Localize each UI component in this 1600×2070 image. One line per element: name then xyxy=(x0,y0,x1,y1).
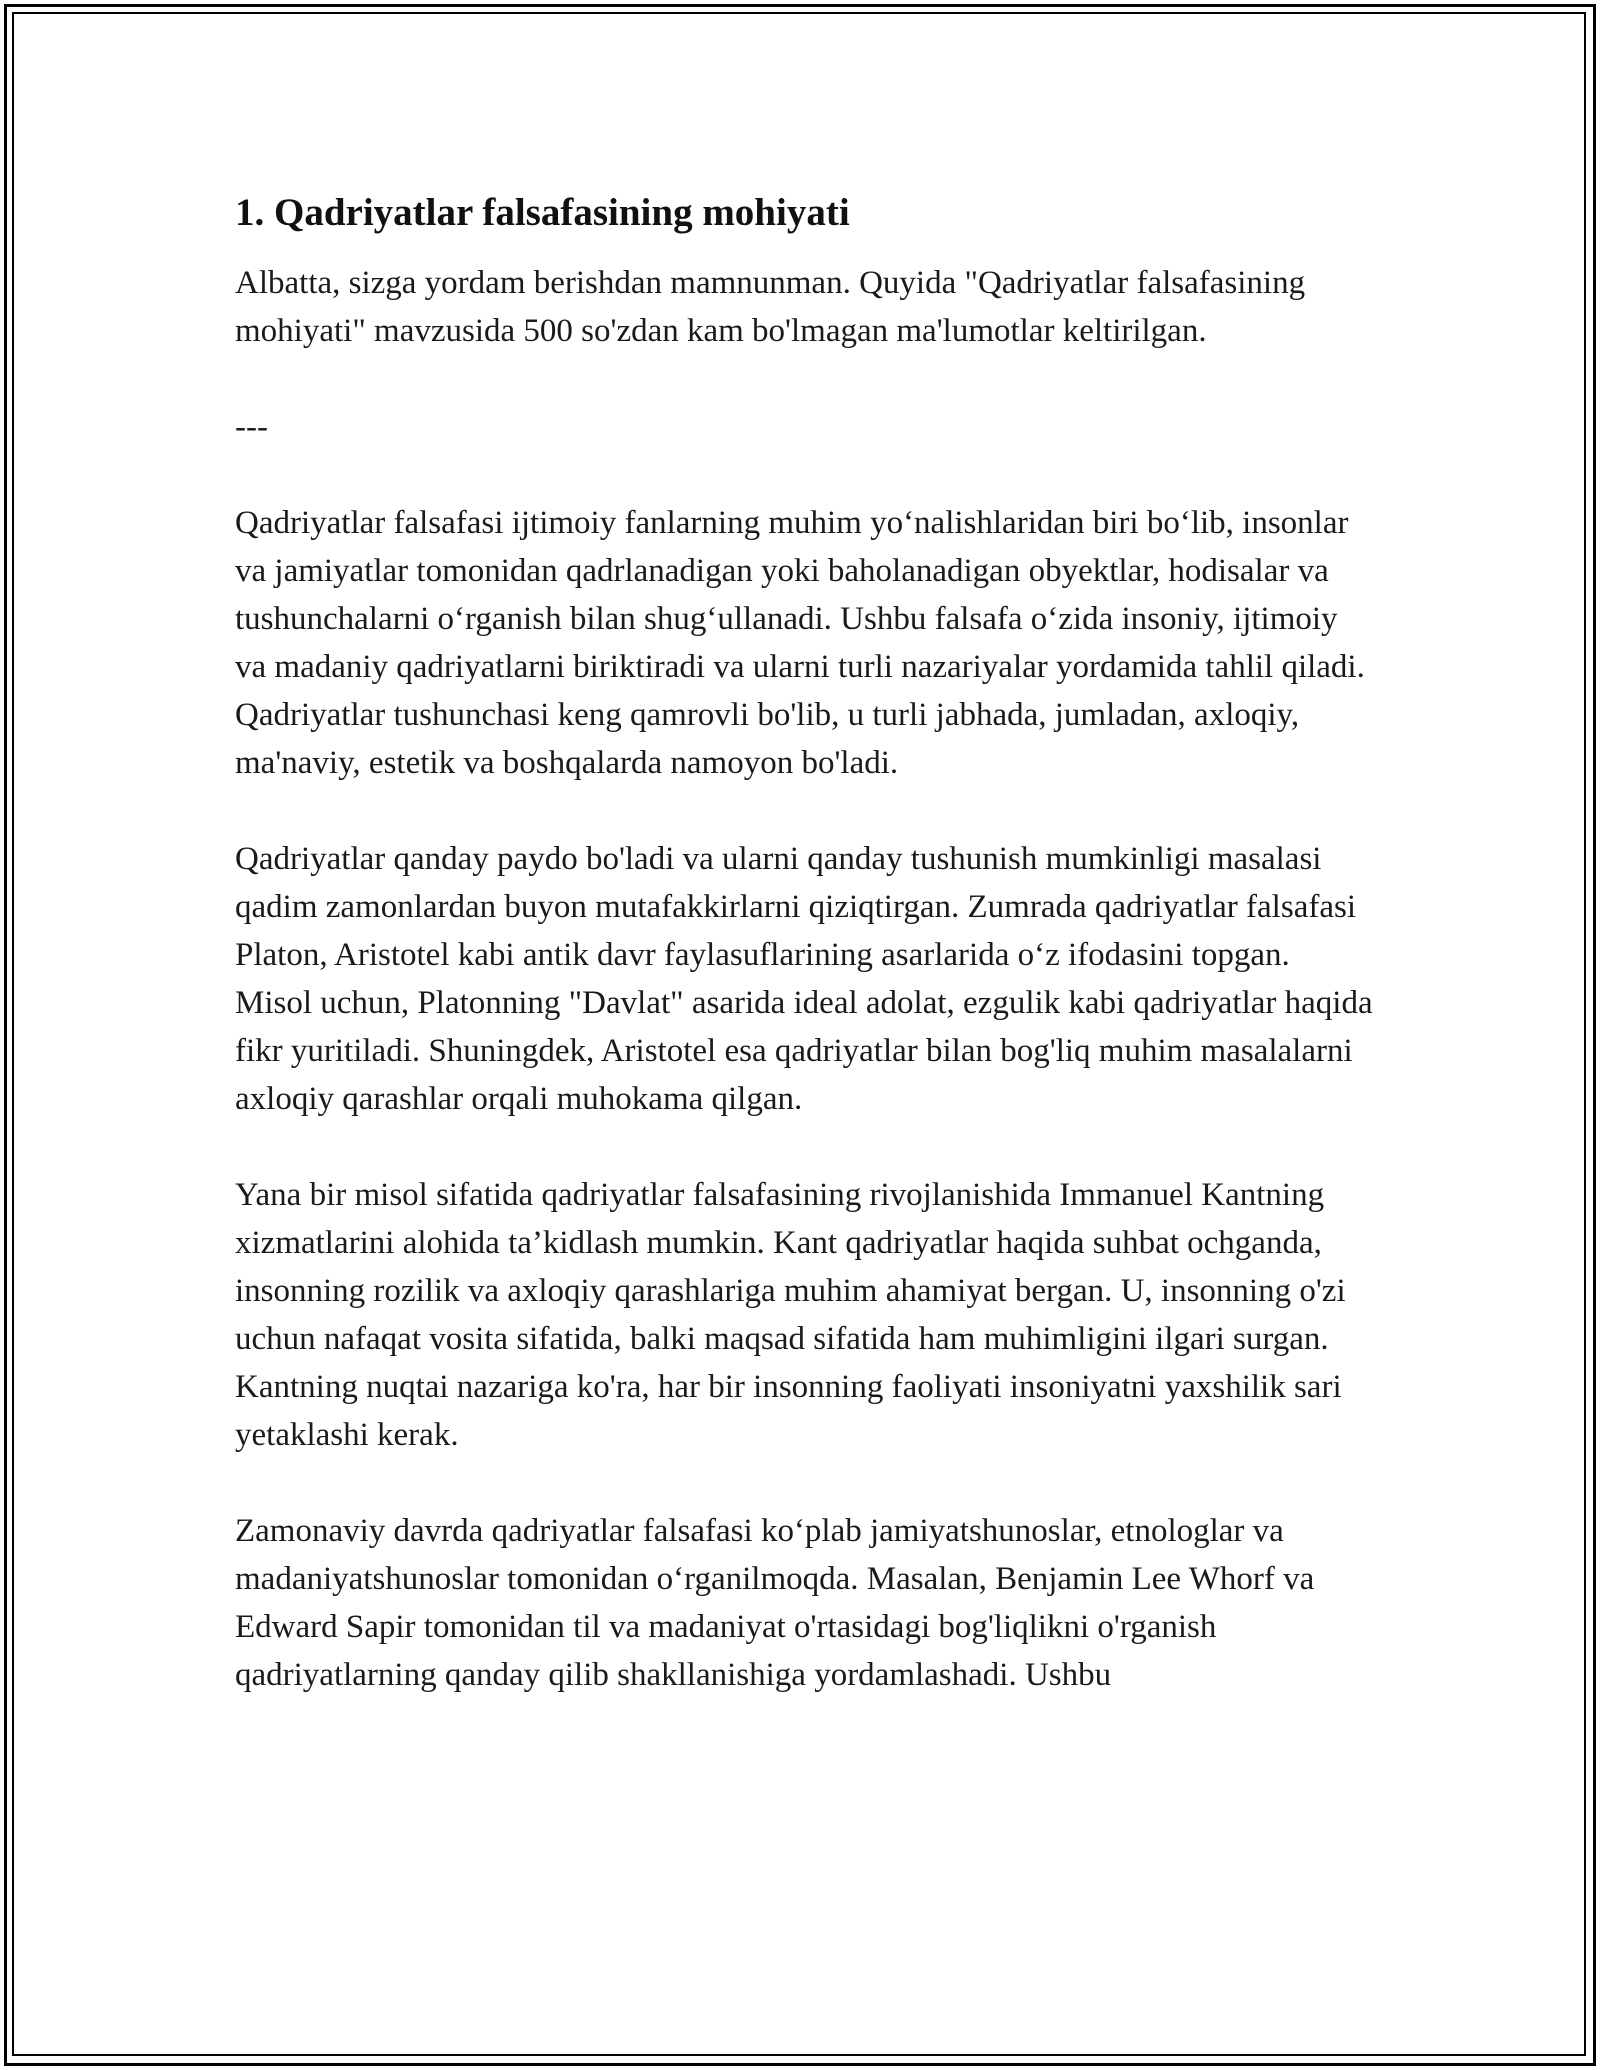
paragraph-kant: Yana bir misol sifatida qadriyatlar falsafasining rivojlanishida Immanuel Kantning xizmatlarini alohida ta’kidlash mumkin. Kant qadriyatlar haqida suhbat ochganda, insonning rozilik va axloqiy qarashlariga muhim ahamiyat bergan. U, insonning o'zi uchun nafaqat vosita sifatida, balki maqsad sifatida ham muhimligini ilgari surgan. Kantning nuqtai nazariga ko'ra, har bir insonning faoliyati insoniyatni yaxshilik sari yetaklashi kerak. xyxy=(235,1177,1346,1453)
section-separator: --- xyxy=(235,409,268,445)
paragraph-values-philosophy-definition: Qadriyatlar falsafasi ijtimoiy fanlarning muhim yo‘nalishlaridan biri bo‘lib, insonlar va jamiyatlar tomonidan qadrlanadigan yoki baholanadigan obyektlar, hodisalar va tushunchalarni o‘rganish bilan shug‘ullanadi. Ushbu falsafa o‘zida insoniy, ijtimoiy va madaniy qadriyatlarni biriktiradi va ularni turli nazariyalar yordamida tahlil qiladi. Qadriyatlar tushunchasi keng qamrovli bo'lib, u turli jabhada, jumladan, axloqiy, ma'naviy, estetik va boshqalarda namoyon bo'ladi. xyxy=(235,505,1365,781)
page-title: 1. Qadriyatlar falsafasining mohiyati xyxy=(235,191,850,234)
document-body xyxy=(235,185,1375,1747)
intro-paragraph: Albatta, sizga yordam berishdan mamnunman. Quyida "Qadriyatlar falsafasining mohiyati" mavzusida 500 so'zdan kam bo'lmagan ma'lumotlar keltirilgan. xyxy=(235,265,1306,349)
paragraph-ancient-philosophers: Qadriyatlar qanday paydo bo'ladi va ularni qanday tushunish mumkinligi masalasi qadim zamonlardan buyon mutafakkirlarni qiziqtirgan. Zumrada qadriyatlar falsafasi Platon, Aristotel kabi antik davr faylasuflarining asarlarida o‘z ifodasini topgan. Misol uchun, Platonning "Davlat" asarida ideal adolat, ezgulik kabi qadriyatlar haqida fikr yuritiladi. Shuningdek, Aristotel esa qadriyatlar bilan bog'liq muhim masalalarni axloqiy qarashlar orqali muhokama qilgan. xyxy=(235,841,1373,1117)
paragraph-modern-era: Zamonaviy davrda qadriyatlar falsafasi ko‘plab jamiyatshunoslar, etnologlar va madaniyatshunoslar tomonidan o‘rganilmoqda. Masalan, Benjamin Lee Whorf va Edward Sapir tomonidan til va madaniyat o'rtasidagi bog'liqlikni o'rganish qadriyatlarning qanday qilib shakllanishiga yordamlashadi. Ushbu xyxy=(235,1513,1315,1693)
